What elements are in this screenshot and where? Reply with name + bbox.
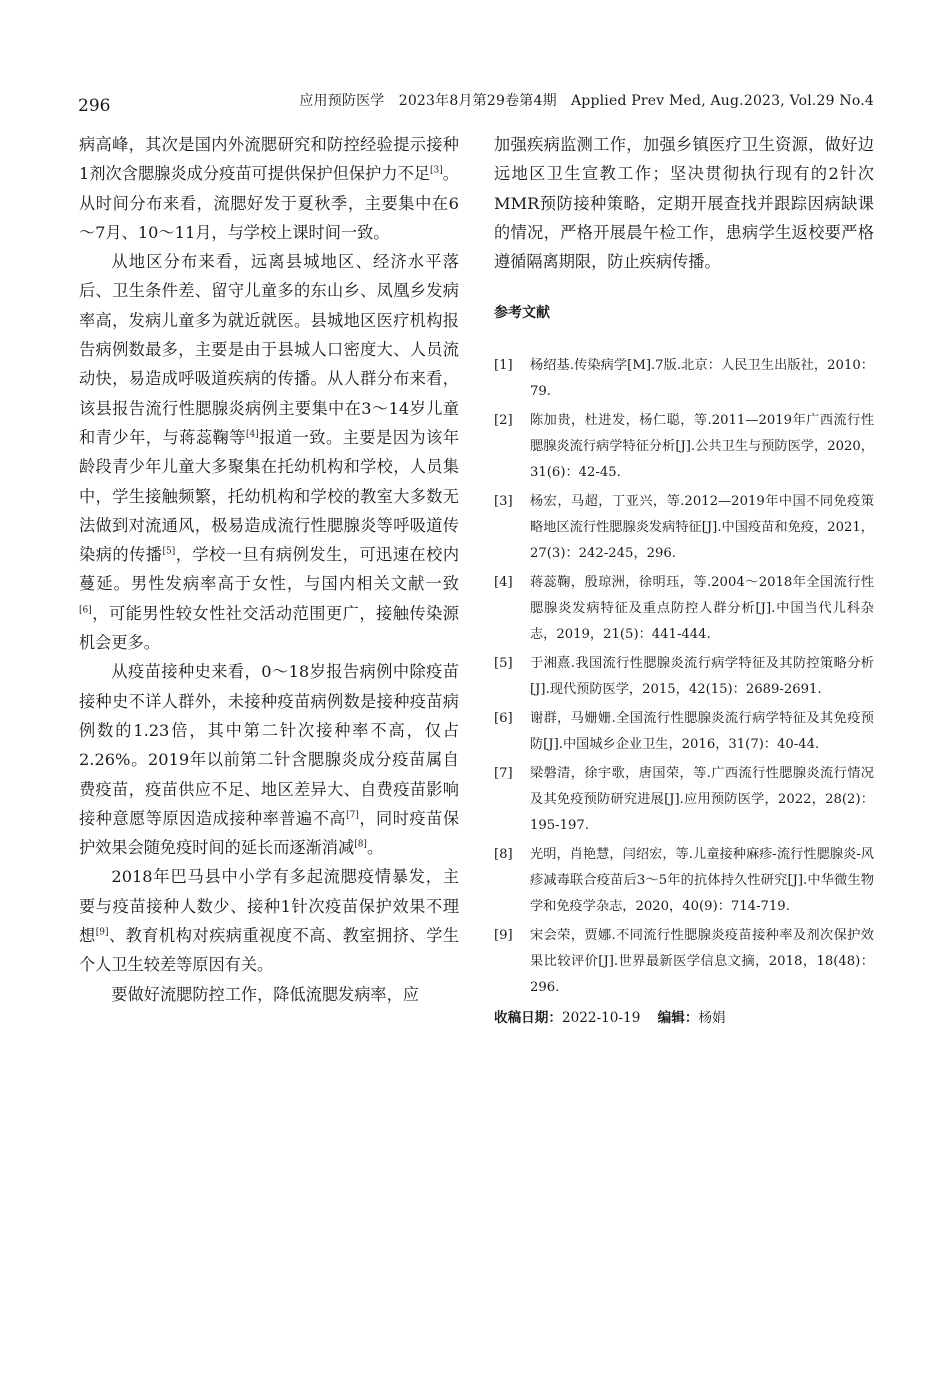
editor-label: 编辑： (657, 1009, 699, 1026)
reference-text: 杨宏，马超，丁亚兴，等.2012—2019年中国不同免疫策略地区流行性腮腺炎发病特征[J].中国疫苗和免疫，2021，27(3)：242-245，296. (530, 493, 874, 561)
reference-number: [2] (494, 412, 513, 428)
reference-item (494, 408, 874, 486)
paragraph: 要做好流腮防控工作，降低流腮发病率，应 (111, 984, 419, 1004)
reference-text: 陈加贵，杜进发，杨仁聪，等.2011—2019年广西流行性腮腺炎流行病学特征分析[J].公共卫生与预防医学，2020，31(6)：42-45. (530, 412, 874, 480)
citation: [8] (354, 839, 367, 850)
reference-text: 杨绍基.传染病学[M].7版.北京：人民卫生出版社，2010：79. (530, 357, 874, 399)
reference-text: 光明，肖艳慧，闫绍宏，等.儿童接种麻疹-流行性腮腺炎-风疹减毒联合疫苗后3～5年的抗体持久性研究[J].中华微生物学和免疫学杂志，2020，40(9)：714-719. (530, 846, 874, 914)
text-run: 报道一致。主要是因为该年龄段青少年儿童大多聚集在托幼机构和学校，人员集中，学生接触频繁，托幼机构和学校的教室大多数无法做到对流通风，极易造成流行性腮腺炎等呼吸道传染病的传播 (79, 427, 460, 565)
text-run: 。从时间分布来看，流腮好发于夏秋季，主要集中在6～7月、10～11月，与学校上课时间一致。 (79, 164, 459, 242)
reference-number: [4] (494, 574, 513, 590)
text-run: 从地区分布来看，远离县城地区、经济水平落后、卫生条件差、留守儿童多的东山乡、凤凰乡发病率高，发病儿童多为就近就医。县城地区医疗机构报告病例数最多，主要是由于县城人口密度大、人员流动快，易造成呼吸道疾病的传播。从人群分布来看，该县报告流行性腮腺炎病例主要集中在3～14岁儿童和青少年，与蒋蕊鞠等 (79, 252, 459, 447)
received-line (494, 1005, 874, 1031)
reference-list (494, 353, 874, 1001)
reference-text: 谢群，马姗姗.全国流行性腮腺炎流行病学特征及其免疫预防[J].中国城乡企业卫生，2016，31(7)：40-44. (530, 710, 874, 752)
text-run: ，学校一旦有病例发生，可迅速在校内蔓延。男性发病率高于女性，与国内相关文献一致 (79, 545, 460, 594)
reference-item (494, 761, 874, 839)
text-run: 从疫苗接种史来看，0～18岁报告病例中除疫苗接种史不详人群外，未接种疫苗病例数是接种疫苗病例数的1.23倍，其中第二针次接种率不高，仅占2.26%。2019年以前第二针含腮腺炎成分疫苗属自费疫苗，疫苗供应不足、地区差异大、自费疫苗影响接种意愿等原因造成接种率普遍不高 (79, 662, 459, 828)
text-run: 2018年巴马县中小学有多起流腮疫情暴发，主要与疫苗接种人数少、接种1针次疫苗保护效果不理想 (79, 867, 459, 946)
received-label: 收稿日期： (494, 1009, 562, 1026)
page-number: 296 (78, 96, 111, 116)
reference-number: [5] (494, 655, 513, 671)
reference-item (494, 651, 874, 703)
paragraph (79, 247, 459, 657)
references-heading: 参考文献 (494, 305, 550, 322)
reference-item (494, 706, 874, 758)
text-run: 病高峰，其次是国内外流腮研究和防控经验提示接种1剂次含腮腺炎成分疫苗可提供保护但保护力不足 (79, 135, 459, 184)
text-run: 、教育机构对疾病重视度不高、教室拥挤、学生个人卫生较差等原因有关。 (79, 926, 460, 975)
citation: [4] (245, 429, 259, 440)
citation: [7] (346, 810, 359, 821)
reference-item (494, 353, 874, 405)
journal-header: 应用预防医学 2023年8月第29卷第4期 Applied Prev Med, Aug.2023, Vol.29 No.4 (299, 93, 874, 109)
citation: [9] (95, 927, 109, 938)
reference-item (494, 489, 874, 567)
reference-item (494, 923, 874, 1001)
citation: [5] (162, 546, 176, 557)
reference-text: 梁磐清，徐宇歌，唐国荣，等.广西流行性腮腺炎流行情况及其免疫预防研究进展[J].应用预防医学，2022，28(2)：195-197. (530, 765, 874, 833)
reference-number: [8] (494, 846, 513, 862)
paragraph (79, 130, 459, 247)
editor-name: 杨娟 (698, 1009, 726, 1026)
reference-item (494, 570, 874, 648)
paragraph (79, 657, 459, 862)
reference-number: [9] (494, 927, 513, 943)
left-column (79, 130, 459, 1009)
paragraph: 加强疾病监测工作，加强乡镇医疗卫生资源，做好边远地区卫生宣教工作；坚决贯彻执行现有的2针次MMR预防接种策略，定期开展查找并跟踪因病缺课的情况，严格开展晨午检工作，患病学生返校要严格遵循隔离期限，防止疾病传播。 (494, 135, 874, 272)
reference-text: 宋会荣，贾娜.不同流行性腮腺炎疫苗接种率及剂次保护效果比较评价[J].世界最新医学信息文摘，2018，18(48)：296. (530, 927, 874, 995)
reference-number: [3] (494, 493, 513, 509)
reference-number: [6] (494, 710, 513, 726)
citation: [3] (430, 165, 443, 176)
reference-item (494, 842, 874, 920)
text-run: 。 (366, 838, 384, 858)
reference-number: [7] (494, 765, 513, 781)
text-run: ，同时疫苗保护效果会随免疫时间的延长而逐渐消减 (79, 808, 460, 858)
reference-text: 于湘熹.我国流行性腮腺炎流行病学特征及其防控策略分析[J].现代预防医学，2015，42(15)：2689-2691. (530, 655, 874, 697)
received-date: 2022-10-19 (561, 1009, 641, 1026)
paragraph (79, 862, 459, 979)
right-column (494, 130, 874, 1031)
citation: [6] (79, 605, 92, 616)
reference-number: [1] (494, 357, 513, 373)
text-run: ，可能男性较女性社交活动范围更广，接触传染源机会更多。 (79, 603, 459, 653)
reference-text: 蒋蕊鞠，殷琼洲，徐明珏，等.2004～2018年全国流行性腮腺炎发病特征及重点防控人群分析[J].中国当代儿科杂志，2019，21(5)：441-444. (530, 574, 874, 642)
